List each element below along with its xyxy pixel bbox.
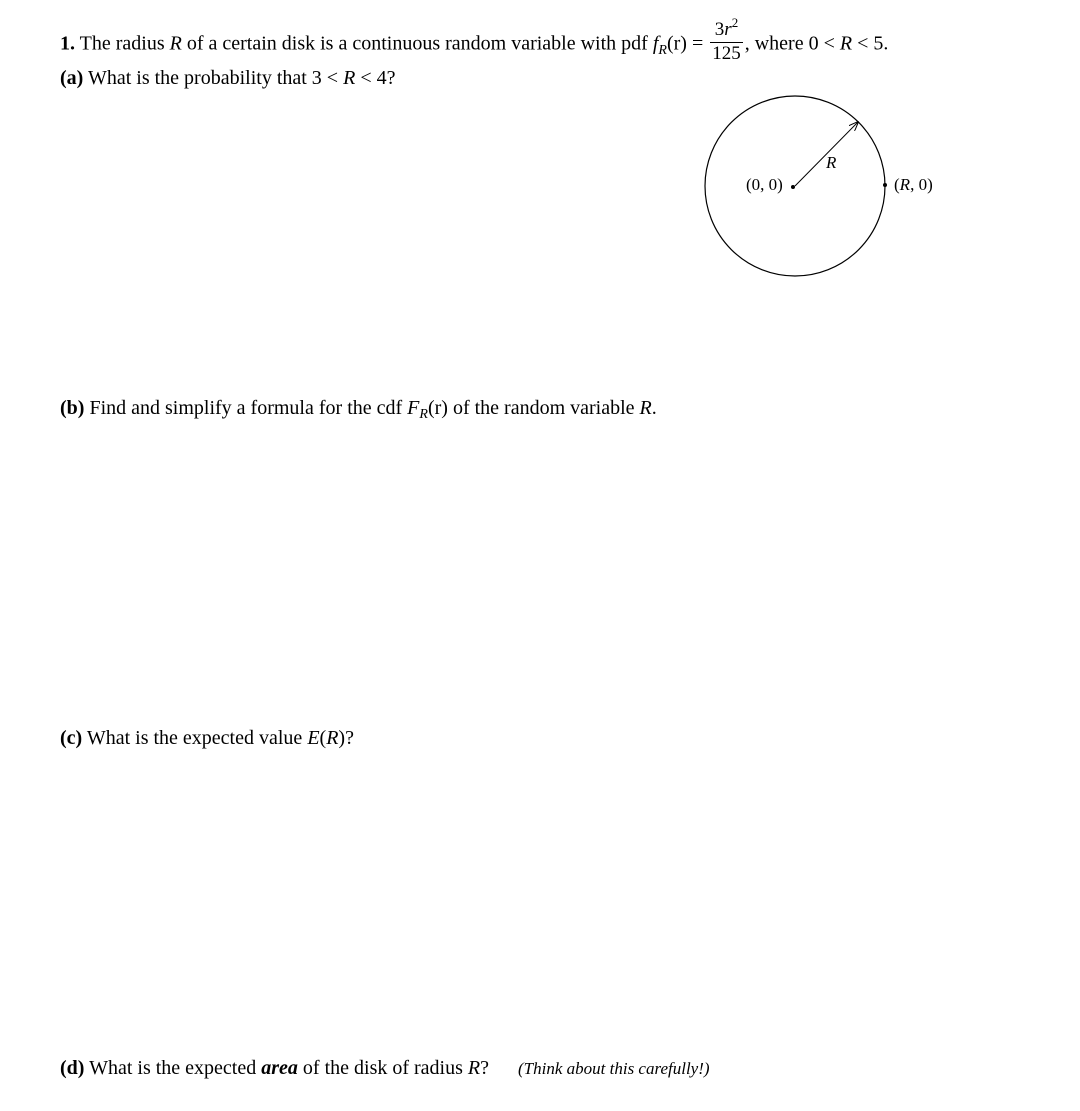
- part-d-var: R: [467, 1057, 481, 1079]
- part-b-text: Find and simplify a formula for the cdf: [89, 397, 403, 419]
- problem-text-a: The radius: [79, 32, 165, 55]
- part-a-var: R: [343, 67, 356, 89]
- part-c: [60, 726, 354, 750]
- pdf-argument: (r) =: [666, 32, 704, 55]
- problem-text-d: < 5.: [857, 32, 889, 55]
- pdf-subscript: R: [658, 42, 667, 58]
- problem-var-r-2: R: [839, 32, 853, 55]
- expectation-e: E: [307, 727, 320, 749]
- disk-diagram: [0, 80, 1080, 380]
- part-d-text-mid: of the disk of radius: [302, 1057, 463, 1079]
- part-a-text: What is the probability that 3 <: [87, 67, 339, 89]
- fraction-comma: ,: [744, 32, 750, 55]
- part-b-text-end: .: [651, 397, 657, 419]
- fraction-numerator: $3r^2$: [710, 19, 743, 43]
- cdf-f: F: [407, 397, 420, 419]
- problem-text-c: where 0 <: [754, 32, 835, 55]
- radius-label: R: [826, 153, 837, 172]
- problem-number: 1.: [60, 32, 75, 55]
- problem-text-b: of a certain disk is a continuous random variable with pdf: [186, 32, 648, 55]
- part-b: [60, 396, 657, 423]
- part-c-paren-open: (: [319, 727, 327, 749]
- part-b-label: (b): [60, 397, 85, 419]
- part-b-text-mid: of the random variable: [452, 397, 635, 419]
- part-d-note: (Think about this carefully!): [518, 1059, 710, 1078]
- cdf-argument: (r): [427, 397, 448, 419]
- part-a-label: (a): [60, 67, 84, 89]
- problem-var-r: R: [169, 32, 182, 55]
- edge-point: [883, 183, 887, 187]
- part-d-text-end: ?: [480, 1057, 490, 1079]
- part-d-label: (d): [60, 1057, 85, 1079]
- pdf-f: f: [652, 32, 659, 55]
- cdf-subscript: R: [419, 407, 428, 422]
- part-c-paren-close: )?: [338, 727, 354, 749]
- part-d-area: area: [261, 1057, 298, 1079]
- part-c-text: What is the expected value: [86, 727, 303, 749]
- center-point: [791, 185, 795, 189]
- problem-statement: [60, 15, 889, 68]
- pdf-fraction: [710, 15, 743, 65]
- part-a-text-end: < 4?: [360, 67, 396, 89]
- part-c-label: (c): [60, 727, 83, 749]
- part-c-var: R: [326, 727, 339, 749]
- center-label: (0, 0): [746, 175, 783, 194]
- fraction-denominator: 125: [712, 43, 741, 64]
- part-d: [60, 1056, 710, 1081]
- part-b-var: R: [639, 397, 652, 419]
- edge-label: (R, 0): [894, 175, 933, 194]
- part-d-text: What is the expected: [89, 1057, 257, 1079]
